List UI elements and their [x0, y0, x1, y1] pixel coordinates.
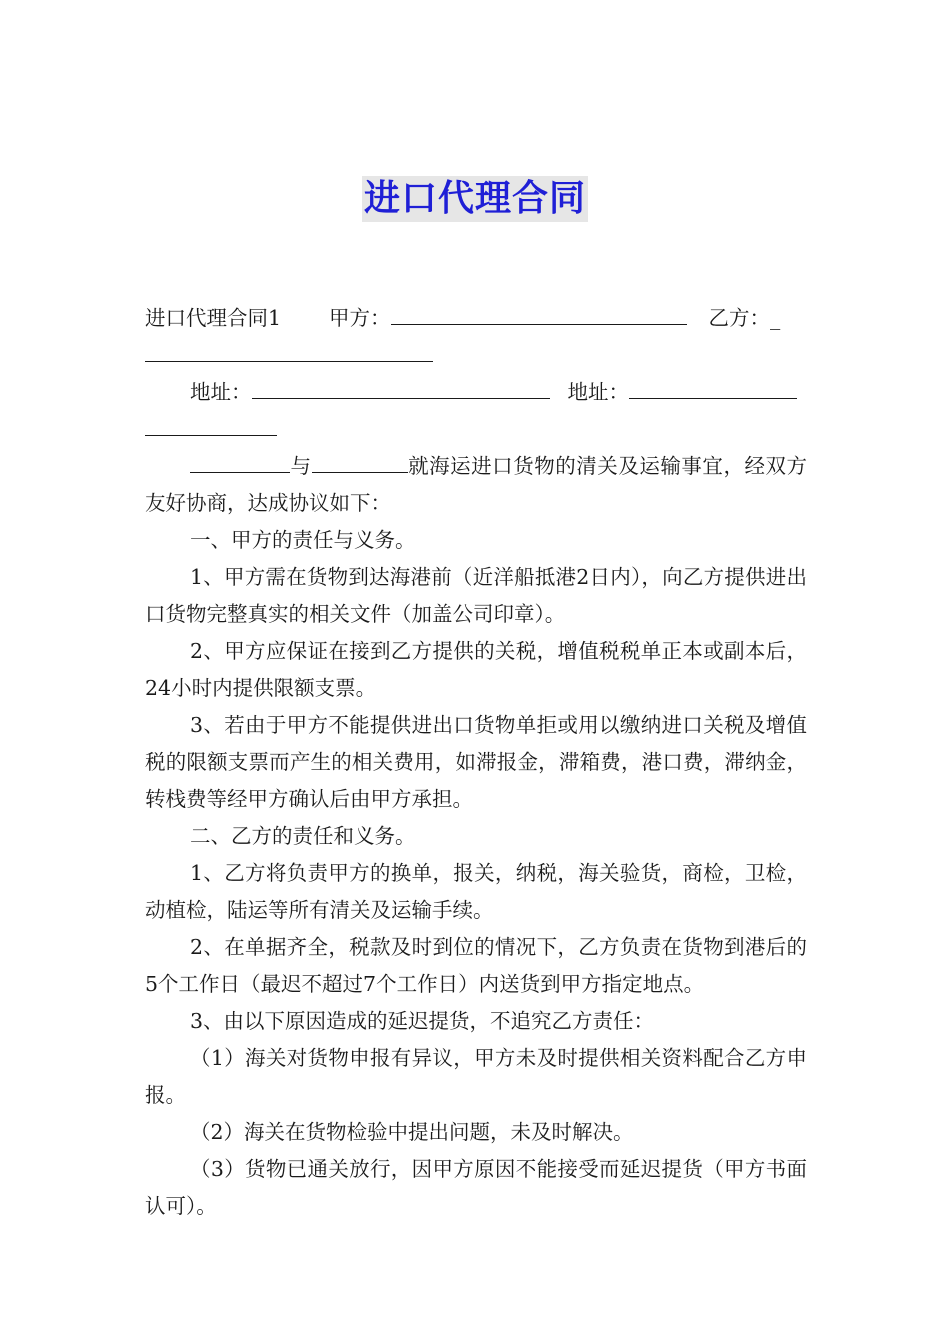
party-a-name-blank — [190, 450, 290, 473]
party-b-label: 乙方：_ — [708, 306, 781, 330]
parties-line — [145, 300, 807, 337]
document-body — [145, 300, 807, 1225]
intro-paragraph — [145, 448, 807, 522]
section-heading-party-a: 一、甲方的责任与义务。 — [190, 528, 416, 552]
intro-connector: 与 — [290, 454, 312, 478]
party-b-address-label: 地址： — [567, 380, 629, 404]
clause-b-2: 2、在单据齐全，税款及时到位的情况下，乙方负责在货物到港后的5个工作日（最迟不超过7个工作日）内送货到甲方指定地点。 — [145, 935, 807, 996]
clause-b-3-item-2: （2）海关在货物检验中提出问题，未及时解决。 — [190, 1120, 634, 1144]
address-blank-line — [145, 411, 807, 448]
clause-b-3-item-3: （3）货物已通关放行，因甲方原因不能接受而延迟提货（甲方书面认可）。 — [145, 1157, 807, 1218]
title-wrap — [0, 176, 950, 222]
clause-b-3: 3、由以下原因造成的延迟提货，不追究乙方责任： — [190, 1009, 655, 1033]
contract-name: 进口代理合同1 — [145, 306, 282, 330]
section-heading-party-b: 二、乙方的责任和义务。 — [190, 824, 416, 848]
party-b-blank-line — [145, 337, 807, 374]
party-b-blank — [145, 339, 433, 362]
party-a-blank — [391, 302, 687, 325]
party-b-name-blank — [312, 450, 408, 473]
address-line — [145, 374, 807, 411]
intro-text: 就海运进口货物的清关及运输事宜，经双方友好协商，达成协议如下： — [145, 454, 808, 515]
party-b-address-blank-continued — [145, 413, 277, 436]
party-a-address-blank — [252, 376, 550, 399]
party-a-label: 甲方： — [329, 306, 391, 330]
party-a-address-label: 地址： — [190, 380, 252, 404]
document-title: 进口代理合同 — [362, 176, 588, 222]
clause-a-3: 3、若由于甲方不能提供进出口货物单拒或用以缴纳进口关税及增值税的限额支票而产生的相关费用，如滞报金，滞箱费，港口费，滞纳金，转栈费等经甲方确认后由甲方承担。 — [145, 713, 807, 811]
clause-a-1: 1、甲方需在货物到达海港前（近洋船抵港2日内），向乙方提供进出口货物完整真实的相关文件（加盖公司印章）。 — [145, 565, 807, 626]
clause-a-2: 2、甲方应保证在接到乙方提供的关税，增值税税单正本或副本后，24小时内提供限额支票。 — [145, 639, 807, 700]
party-b-address-blank — [629, 376, 797, 399]
clause-b-3-item-1: （1）海关对货物申报有异议，甲方未及时提供相关资料配合乙方申报。 — [145, 1046, 807, 1107]
clause-b-1: 1、乙方将负责甲方的换单，报关，纳税，海关验货，商检，卫检，动植检，陆运等所有清关及运输手续。 — [145, 861, 807, 922]
